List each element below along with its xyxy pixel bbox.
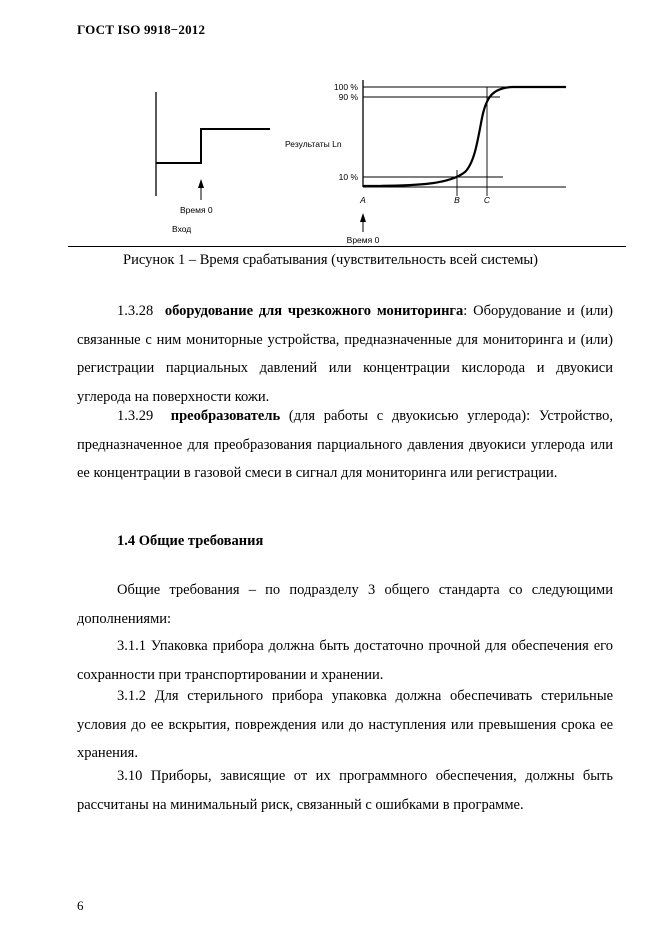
paragraph-3-1-2 [77,682,613,768]
paragraph-1-3-28 [77,297,613,411]
page-header: ГОСТ ISO 9918−2012 [77,22,206,37]
figure-rule [68,246,626,247]
definition: : Оборудование и (или) связанные с ним мониторные устройства, предназначенные для мониторинга и (или) регистрации парциальных давлений или концентрации кислорода и двуокиси углерода на поверхности кожи. [77,303,613,405]
y-axis-label: Результаты Ln [285,139,342,149]
paragraph-3-1-1 [77,632,613,689]
page-number: 6 [77,898,84,913]
point-b-label: B [454,195,460,205]
paragraph-text: Общие требования – по подразделу 3 общего стандарта со следующими дополнениями: [77,582,613,627]
input-step-line [156,129,270,163]
response-curve [363,87,566,186]
left-time-label: Время 0 [180,205,213,215]
paragraph-text: 3.1.1 Упаковка прибора должна быть достаточно прочной для обеспечения его сохранности при транспортировании и хранении. [77,638,613,683]
paragraph-general [77,576,613,633]
definition: (для работы с двуокисью углерода): Устройство, предназначенное для преобразования парциального давления двуокиси углерода или ее концентрации в газовой смеси в сигнал для мониторинга или регистрации. [77,408,613,482]
right-time-arrow-head [360,213,366,222]
paragraph-text: 3.10 Приборы, зависящие от их программного обеспечения, должны быть рассчитаны на минимальный риск, связанный с ошибками в программе. [77,768,613,813]
figure-caption: Рисунок 1 – Время срабатывания (чувствительность всей системы) [123,252,538,268]
right-time-label: Время 0 [346,235,380,245]
term: оборудование для чрезкожного мониторинга [164,303,464,319]
tick-90: 90 % [338,92,358,102]
paragraph-3-10 [77,762,613,819]
paragraph-text: 3.1.2 Для стерильного прибора упаковка должна обеспечивать стерильные условия до ее вскрытия, повреждения или до наступления или превышения срока ее хранения. [77,688,613,762]
paragraph-1-3-29 [77,402,613,488]
section-heading: 1.4 Общие требования [117,533,264,549]
clause-number: 1.3.29 [117,408,154,424]
tick-100: 100 % [333,82,358,92]
input-label: Вход [172,224,192,234]
clause-number: 1.3.28 [117,303,154,319]
left-time-arrow-head [198,179,204,188]
point-c-label: C [483,195,491,205]
term: преобразователь [170,408,281,424]
tick-10: 10 % [338,172,358,182]
point-a-label: A [360,195,366,205]
response-time-figure [0,0,661,260]
